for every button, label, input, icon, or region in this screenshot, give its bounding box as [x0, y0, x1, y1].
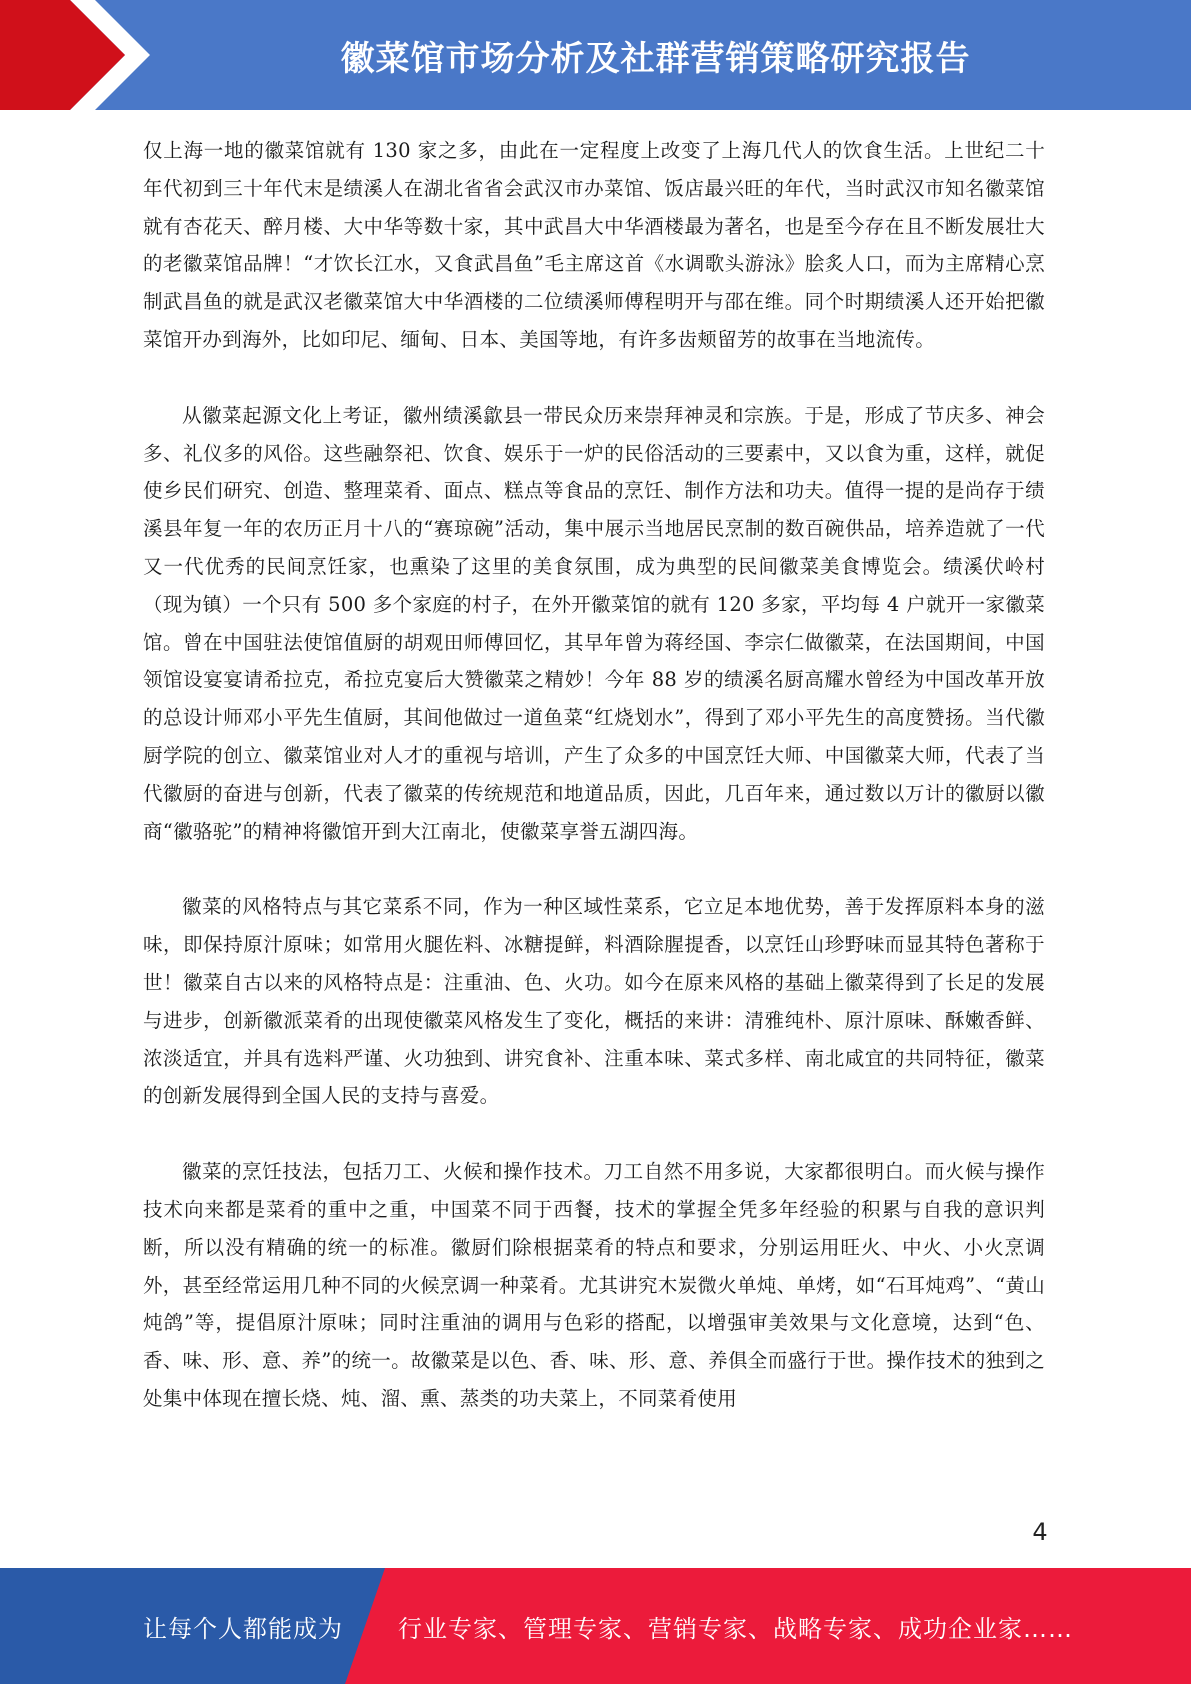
footer-slogan-left: 让每个人都能成为: [143, 1614, 343, 1643]
page-header: [0, 0, 1191, 110]
paragraph-1: 仅上海一地的徽菜馆就有 130 家之多，由此在一定程度上改变了上海几代人的饮食生活。上世纪二十年代初到三十年代末是绩溪人在湖北省省会武汉市办菜馆、饭店最兴旺的年代，当时武汉市知名徽菜馆就有杏花天、醉月楼、大中华等数十家，其中武昌大中华酒楼最为著名，也是至今存在且不断发展壮大的老徽菜馆品牌！“才饮长江水，又食武昌鱼”毛主席这首《水调歌头游泳》脍炙人口，而为主席精心烹制武昌鱼的就是武汉老徽菜馆大中华酒楼的二位绩溪师傅程明开与邵在维。同个时期绩溪人还开始把徽菜馆开办到海外，比如印尼、缅甸、日本、美国等地，有许多齿颊留芳的故事在当地流传。: [143, 139, 1045, 351]
page-number: 4: [1032, 1518, 1048, 1546]
paragraph-2: 从徽菜起源文化上考证，徽州绩溪歙县一带民众历来崇拜神灵和宗族。于是，形成了节庆多、神会多、礼仪多的风俗。这些融祭祀、饮食、娱乐于一炉的民俗活动的三要素中，又以食为重，这样，就促使乡民们研究、创造、整理菜肴、面点、糕点等食品的烹饪、制作方法和功夫。值得一提的是尚存于绩溪县年复一年的农历正月十八的“赛琼碗”活动，集中展示当地居民烹制的数百碗供品，培养造就了一代又一代优秀的民间烹饪家，也熏染了这里的美食氛围，成为典型的民间徽菜美食博览会。绩溪伏岭村（现为镇）一个只有 500 多个家庭的村子，在外开徽菜馆的就有 120 多家，平均每 4 户就开一家徽菜馆。曾在中国驻法使馆值厨的胡观田师傅回忆，其早年曾为蒋经国、李宗仁做徽菜，在法国期间，中国领馆设宴宴请希拉克，希拉克宴后大赞徽菜之精妙！今年 88 岁的绩溪名厨高耀水曾经为中国改革开放的总设计师邓小平先生值厨，其间他做过一道鱼菜“红烧划水”，得到了邓小平先生的高度赞扬。当代徽厨学院的创立、徽菜馆业对人才的重视与培训，产生了众多的中国烹饪大师、中国徽菜大师，代表了当代徽厨的奋进与创新，代表了徽菜的传统规范和地道品质，因此，几百年来，通过数以万计的徽厨以徽商“徽骆驼”的精神将徽馆开到大江南北，使徽菜享誉五湖四海。: [143, 403, 1045, 843]
report-title: 徽菜馆市场分析及社群营销策略研究报告: [340, 38, 971, 79]
paragraph-4: 徽菜的烹饪技法，包括刀工、火候和操作技术。刀工自然不用多说，大家都很明白。而火候与操作技术向来都是菜肴的重中之重，中国菜不同于西餐，技术的掌握全凭多年经验的积累与自我的意识判断，所以没有精确的统一的标准。徽厨们除根据菜肴的特点和要求，分别运用旺火、中火、小火烹调外，甚至经常运用几种不同的火候烹调一种菜肴。尤其讲究木炭微火单炖、单烤，如“石耳炖鸡”、“黄山炖鸽”等，提倡原汁原味；同时注重油的调用与色彩的搭配，以增强审美效果与文化意境，达到“色、香、味、形、意、养”的统一。故徽菜是以色、香、味、形、意、养俱全而盛行于世。操作技术的独到之处集中体现在擅长烧、炖、溜、熏、蒸类的功夫菜上，不同菜肴使用: [143, 1160, 1046, 1410]
document-body: [143, 132, 1045, 1456]
page-footer: [0, 1568, 1191, 1684]
footer-slogan-right: 行业专家、管理专家、营销专家、战略专家、成功企业家……: [398, 1614, 1073, 1643]
paragraph-3: 徽菜的风格特点与其它菜系不同，作为一种区域性菜系，它立足本地优势，善于发挥原料本身的滋味，即保持原汁原味；如常用火腿佐料、冰糖提鲜，料酒除腥提香，以烹饪山珍野味而显其特色著称于世！徽菜自古以来的风格特点是：注重油、色、火功。如今在原来风格的基础上徽菜得到了长足的发展与进步，创新徽派菜肴的出现使徽菜风格发生了变化，概括的来讲：清雅纯朴、原汁原味、酥嫩香鲜、浓淡适宜，并具有选料严谨、火功独到、讲究食补、注重本味、菜式多样、南北咸宜的共同特征，徽菜的创新发展得到全国人民的支持与喜爱。: [143, 895, 1045, 1108]
